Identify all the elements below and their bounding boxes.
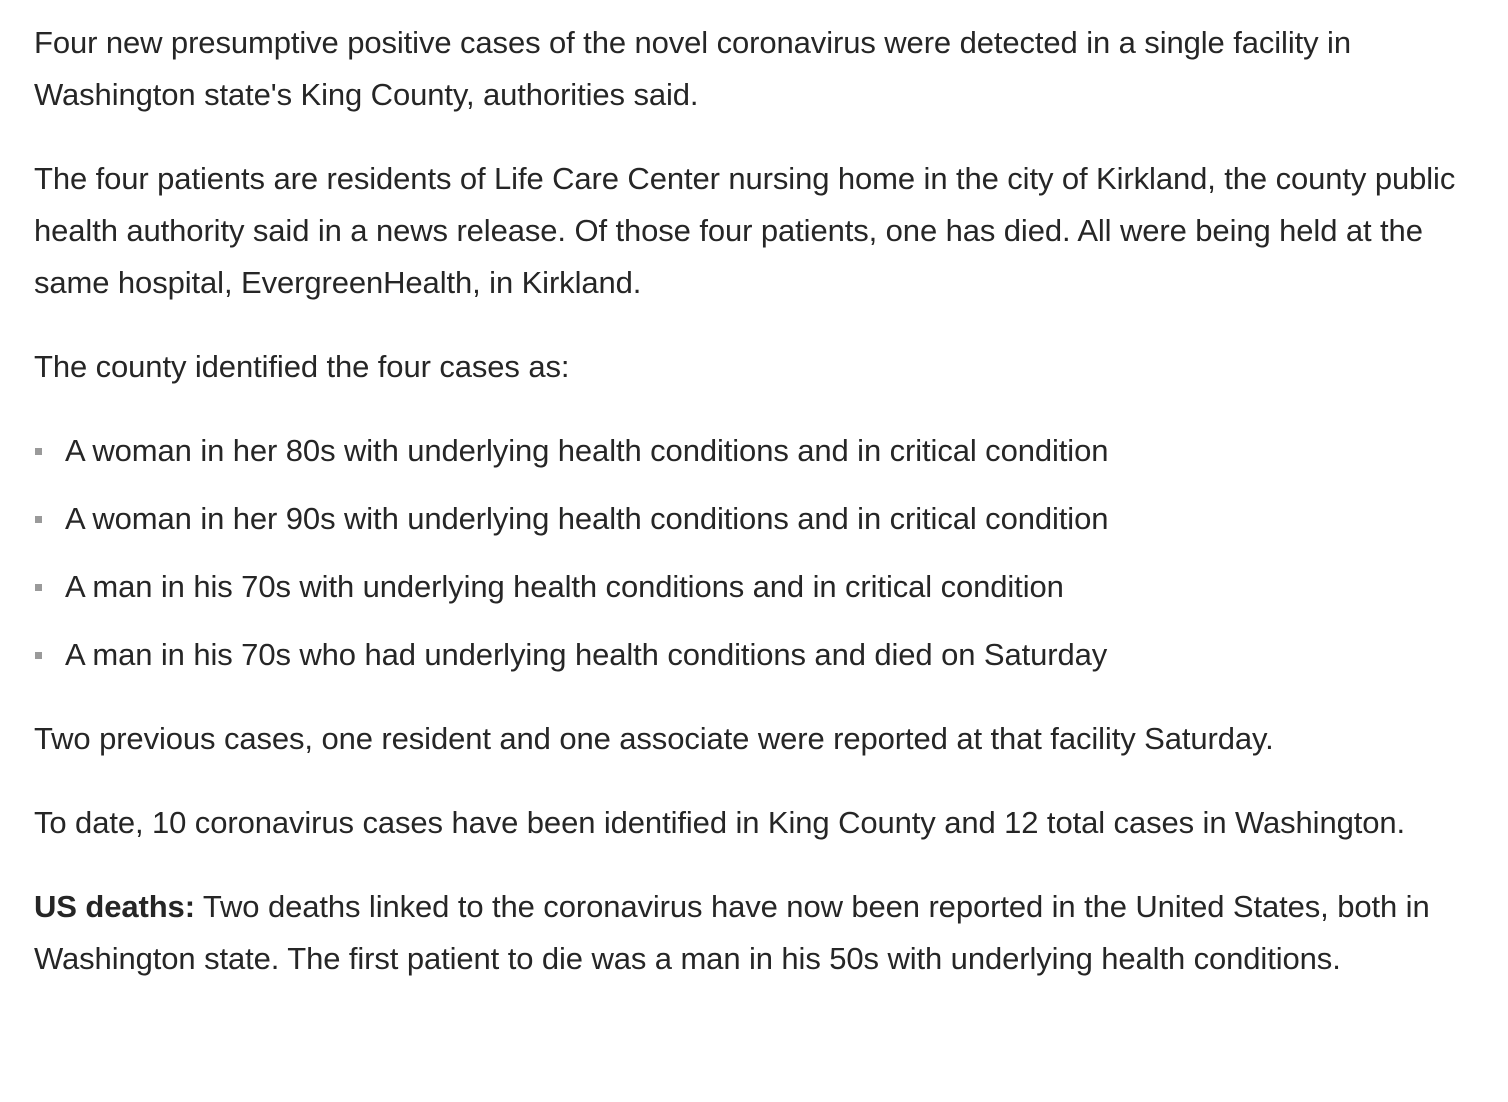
list-item bbox=[34, 425, 1488, 477]
list-item bbox=[34, 629, 1488, 681]
square-bullet-icon bbox=[35, 584, 42, 591]
list-item bbox=[34, 561, 1488, 613]
paragraph-patients: The four patients are residents of Life Care Center nursing home in the city of Kirkland, the county public health authority said in a news release. Of those four patients, one has died. All were being held at the same hospital, EvergreenHealth, in Kirkland. bbox=[34, 161, 1456, 300]
list-item bbox=[34, 493, 1488, 545]
us-deaths-text: Two deaths linked to the coronavirus have now been reported in the United States, both in Washington state. The first patient to die was a man in his 50s with underlying health conditions. bbox=[34, 889, 1430, 976]
cases-list bbox=[34, 425, 1488, 681]
paragraph-to-date: To date, 10 coronavirus cases have been identified in King County and 12 total cases in Washington. bbox=[34, 805, 1406, 840]
case-text: A man in his 70s who had underlying health conditions and died on Saturday bbox=[65, 637, 1108, 672]
square-bullet-icon bbox=[35, 516, 42, 523]
paragraph-cases-intro: The county identified the four cases as: bbox=[34, 349, 570, 384]
us-deaths-label: US deaths: bbox=[34, 889, 195, 924]
paragraph-intro: Four new presumptive positive cases of the novel coronavirus were detected in a single facility in Washington state's King County, authorities said. bbox=[34, 25, 1351, 112]
paragraph-previous-cases: Two previous cases, one resident and one associate were reported at that facility Saturday. bbox=[34, 721, 1274, 756]
paragraph-us-deaths bbox=[34, 881, 1488, 985]
square-bullet-icon bbox=[35, 448, 42, 455]
square-bullet-icon bbox=[35, 652, 42, 659]
case-text: A woman in her 90s with underlying health conditions and in critical condition bbox=[65, 501, 1109, 536]
case-text: A woman in her 80s with underlying health conditions and in critical condition bbox=[65, 433, 1109, 468]
case-text: A man in his 70s with underlying health conditions and in critical condition bbox=[65, 569, 1064, 604]
